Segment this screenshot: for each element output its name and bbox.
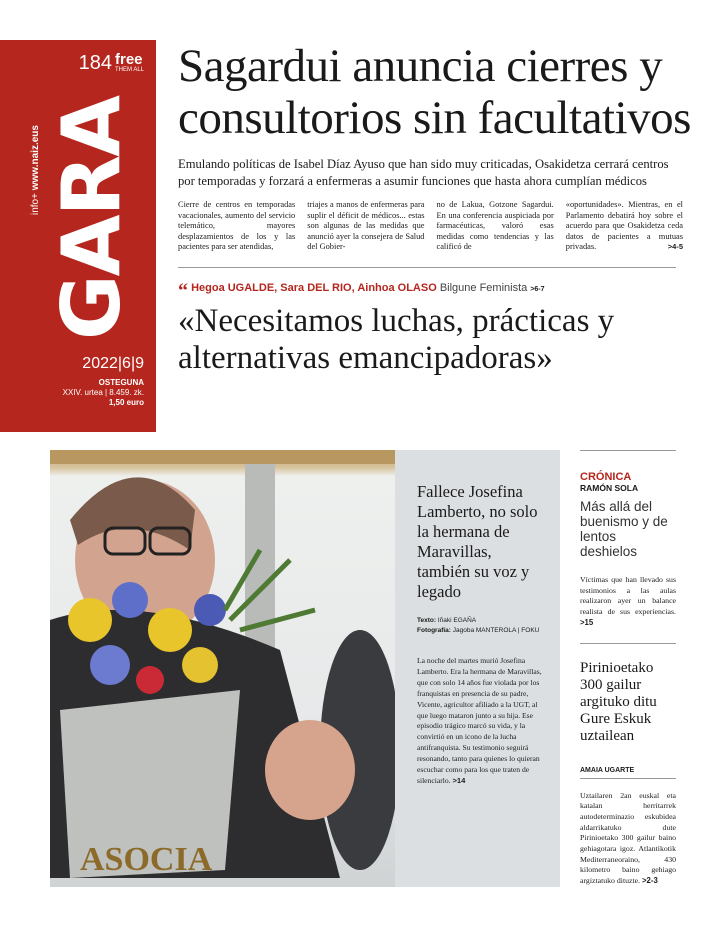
story-headline[interactable]: Pirinioetako 300 gailur argituko ditu Gure Eskuk uztailean	[580, 659, 657, 744]
lead-column: Cierre de centros en temporadas vacacionales, aumento del servicio telemático, mayores desplazamientos de los y las pacientes para ser atendidas,	[178, 200, 296, 252]
section-label: CRÓNICA	[580, 471, 632, 483]
story-author: AMAIA UGARTE	[580, 767, 676, 779]
feature-headline[interactable]: Fallece Josefina Lamberto, no solo la hermana de Maravillas, también su voz y legado	[417, 482, 538, 601]
feature-box	[395, 450, 560, 887]
website-link[interactable]: info+ www.naiz.eus	[30, 125, 41, 215]
opinion-byline	[178, 278, 708, 301]
photo-illustration	[50, 450, 395, 878]
opinion-headline[interactable]: «Necesitamos luchas, prácticas y alternativas emancipadoras»	[178, 302, 615, 376]
weekday: OSTEGUNA	[98, 378, 144, 387]
opinion-org: Bilgune Feminista	[439, 281, 528, 294]
text-credit: Texto: Iñaki EGAÑA	[417, 617, 477, 624]
main-column	[178, 40, 708, 377]
lead-column: triajes a manos de enfermeras para suplir el déficit de médicos... estas son algunas de las medidas que anunció ayer la consejera de Salud del Gobier-	[307, 200, 425, 252]
top-section	[0, 40, 726, 432]
page-ref[interactable]: >15	[580, 617, 594, 627]
bottom-section	[0, 450, 726, 887]
issue-meta	[63, 378, 144, 408]
lead-body	[178, 200, 683, 253]
price: 1,50 euro	[108, 398, 144, 407]
lead-column: no de Lakua, Gotzone Sagardui. En una conferencia auspiciada por farmacéuticas, valoró esas medidas como tendencias y las calificó de	[436, 200, 554, 252]
issue-date: 2022|6|9	[82, 355, 144, 372]
free-label: free	[114, 51, 143, 68]
page-ref[interactable]: >6-7	[530, 285, 545, 293]
photo-credit: Fotografía: Jagoba MANTEROLA | FOKU	[417, 627, 540, 634]
column-title[interactable]: Más allá del buenismo y de lentos deshielos	[580, 499, 668, 559]
free-sub: THEM ALL	[114, 67, 144, 73]
masthead-band	[0, 40, 156, 432]
page-ref[interactable]: >4-5	[667, 242, 683, 252]
feature-body: La noche del martes murió Josefina Lamberto. Era la hermana de Maravillas, que con solo 14 años fue violada por los franquistas en presencia de su padre, Vicente, agricultor afiliado a la UGT, al que luego mataron junto a su hija. Ese episodio trágico marcó su vida, y la convirtió en un icono de la lucha antifranquista. Su testimonio seguirá resonando, tanto para quienes lo quieran escuchar como para los que traten de silenciarlo. >14	[417, 656, 542, 785]
feature-photo	[50, 450, 395, 887]
opinion-authors: Hegoa UGALDE, Sara DEL RIO, Ainhoa OLASO	[191, 281, 437, 294]
divider	[580, 643, 676, 644]
column-body: Víctimas que han llevado sus testimonios a las aulas realizaron ayer un balance realista de sus experiencias. >15	[580, 575, 676, 627]
right-column	[580, 450, 676, 887]
page-ref[interactable]: >2-3	[642, 876, 658, 886]
edition: XXIV. urtea | 8.459. zk.	[62, 388, 144, 397]
lead-column: «oportunidades». Mientras, en el Parlamento debatirá hoy sobre el acuerdo para que Osakidetza ceda datos de pacientes a mutuas privadas. >4-5	[565, 200, 683, 252]
quote-icon: “	[178, 279, 188, 302]
lead-deck: Emulando políticas de Isabel Díaz Ayuso que han sido muy criticadas, Osakidetza cerrará centros por temporadas y forzará a enfermeras a asumir funciones que hasta ahora cumplían médicos	[178, 157, 669, 188]
issue-badge	[79, 52, 144, 75]
photo-sign-text: ASOCIA	[80, 841, 213, 878]
lead-headline[interactable]: Sagardui anuncia cierres y consultorios sin facultativos	[178, 40, 691, 144]
page-ref[interactable]: >14	[452, 775, 466, 785]
column-author: RAMÓN SOLA	[580, 483, 639, 493]
divider	[580, 450, 676, 451]
issue-number: 184	[78, 52, 112, 74]
divider	[178, 267, 676, 268]
story-body: Uztailaren 2an euskal eta katalan herritarrek autodeterminazio eskubidea aldarrikatuko dute Pirinioetako 300 gailur baino gehiagotara igoz. Atlantikotik Mediterraneoraino, 430 kilometro baino gehiago argiztatuko dituzte. >2-3	[580, 790, 676, 886]
gara-logo: GARA	[45, 96, 138, 340]
